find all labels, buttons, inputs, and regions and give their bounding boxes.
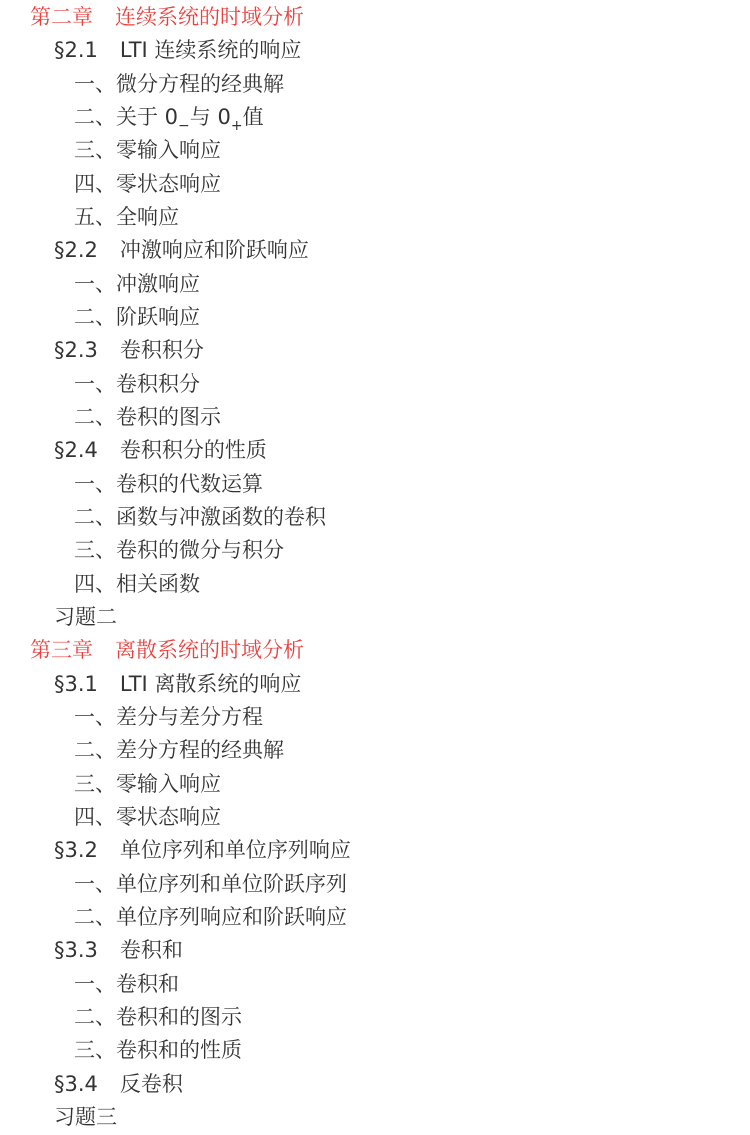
list-item[interactable]: 一、差分与差分方程 — [74, 705, 263, 729]
section-title: 反卷积 — [119, 1072, 183, 1096]
list-item[interactable]: 三、零输入响应 — [74, 138, 221, 162]
chapter-2-heading[interactable] — [30, 2, 304, 32]
section-title: 卷积积分 — [119, 338, 204, 362]
chapter-label: 第三章 — [30, 638, 93, 662]
section-3-3[interactable] — [54, 935, 183, 965]
list-item[interactable]: 二、卷积和的图示 — [74, 1005, 242, 1029]
list-item[interactable]: 二、函数与冲激函数的卷积 — [74, 505, 326, 529]
list-item[interactable]: 一、微分方程的经典解 — [74, 72, 284, 96]
section-2-3[interactable] — [54, 335, 204, 365]
section-title: LTI 连续系统的响应 — [119, 38, 302, 62]
section-number: §3.2 — [54, 838, 98, 862]
section-title: 冲激响应和阶跃响应 — [119, 238, 309, 262]
list-item[interactable]: 四、相关函数 — [74, 572, 200, 596]
section-3-2[interactable] — [54, 835, 351, 865]
list-item[interactable]: 一、单位序列和单位阶跃序列 — [74, 872, 347, 896]
section-2-4[interactable] — [54, 435, 267, 465]
section-3-4[interactable] — [54, 1069, 183, 1099]
chapter-title: 连续系统的时域分析 — [115, 5, 304, 29]
section-number: §2.3 — [54, 338, 98, 362]
item-text: 与 0 — [189, 105, 231, 129]
section-title: 卷积积分的性质 — [119, 438, 267, 462]
exercise-link-2[interactable]: 习题二 — [54, 605, 117, 629]
list-item[interactable]: 五、全响应 — [74, 205, 179, 229]
minus-subscript: − — [178, 118, 190, 134]
section-number: §3.4 — [54, 1072, 98, 1096]
section-title: 单位序列和单位序列响应 — [119, 838, 351, 862]
list-item[interactable]: 四、零状态响应 — [74, 805, 221, 829]
list-item[interactable]: 一、卷积和 — [74, 972, 179, 996]
section-title: 卷积和 — [119, 938, 183, 962]
item-text: 二、关于 0 — [74, 105, 179, 129]
list-item[interactable] — [74, 102, 264, 132]
section-number: §3.3 — [54, 938, 98, 962]
section-number: §2.1 — [54, 38, 98, 62]
item-text: 值 — [242, 105, 264, 129]
section-number: §2.2 — [54, 238, 98, 262]
chapter-3-heading[interactable] — [30, 635, 304, 665]
list-item[interactable]: 一、卷积积分 — [74, 372, 200, 396]
chapter-title: 离散系统的时域分析 — [115, 638, 304, 662]
list-item[interactable]: 一、卷积的代数运算 — [74, 472, 263, 496]
list-item[interactable]: 四、零状态响应 — [74, 172, 221, 196]
list-item[interactable]: 二、阶跃响应 — [74, 305, 200, 329]
list-item[interactable]: 三、零输入响应 — [74, 772, 221, 796]
section-number: §3.1 — [54, 672, 98, 696]
list-item[interactable]: 二、差分方程的经典解 — [74, 738, 284, 762]
plus-subscript: + — [230, 118, 243, 134]
list-item[interactable]: 二、单位序列响应和阶跃响应 — [74, 905, 347, 929]
chapter-label: 第二章 — [30, 5, 93, 29]
list-item[interactable]: 三、卷积和的性质 — [74, 1038, 242, 1062]
section-3-1[interactable] — [54, 669, 301, 699]
section-title: LTI 离散系统的响应 — [119, 672, 302, 696]
list-item[interactable]: 二、卷积的图示 — [74, 405, 221, 429]
section-2-2[interactable] — [54, 235, 309, 265]
section-number: §2.4 — [54, 438, 98, 462]
section-2-1[interactable] — [54, 35, 301, 65]
list-item[interactable]: 一、冲激响应 — [74, 272, 200, 296]
exercise-link-3[interactable]: 习题三 — [54, 1105, 117, 1129]
list-item[interactable]: 三、卷积的微分与积分 — [74, 538, 284, 562]
